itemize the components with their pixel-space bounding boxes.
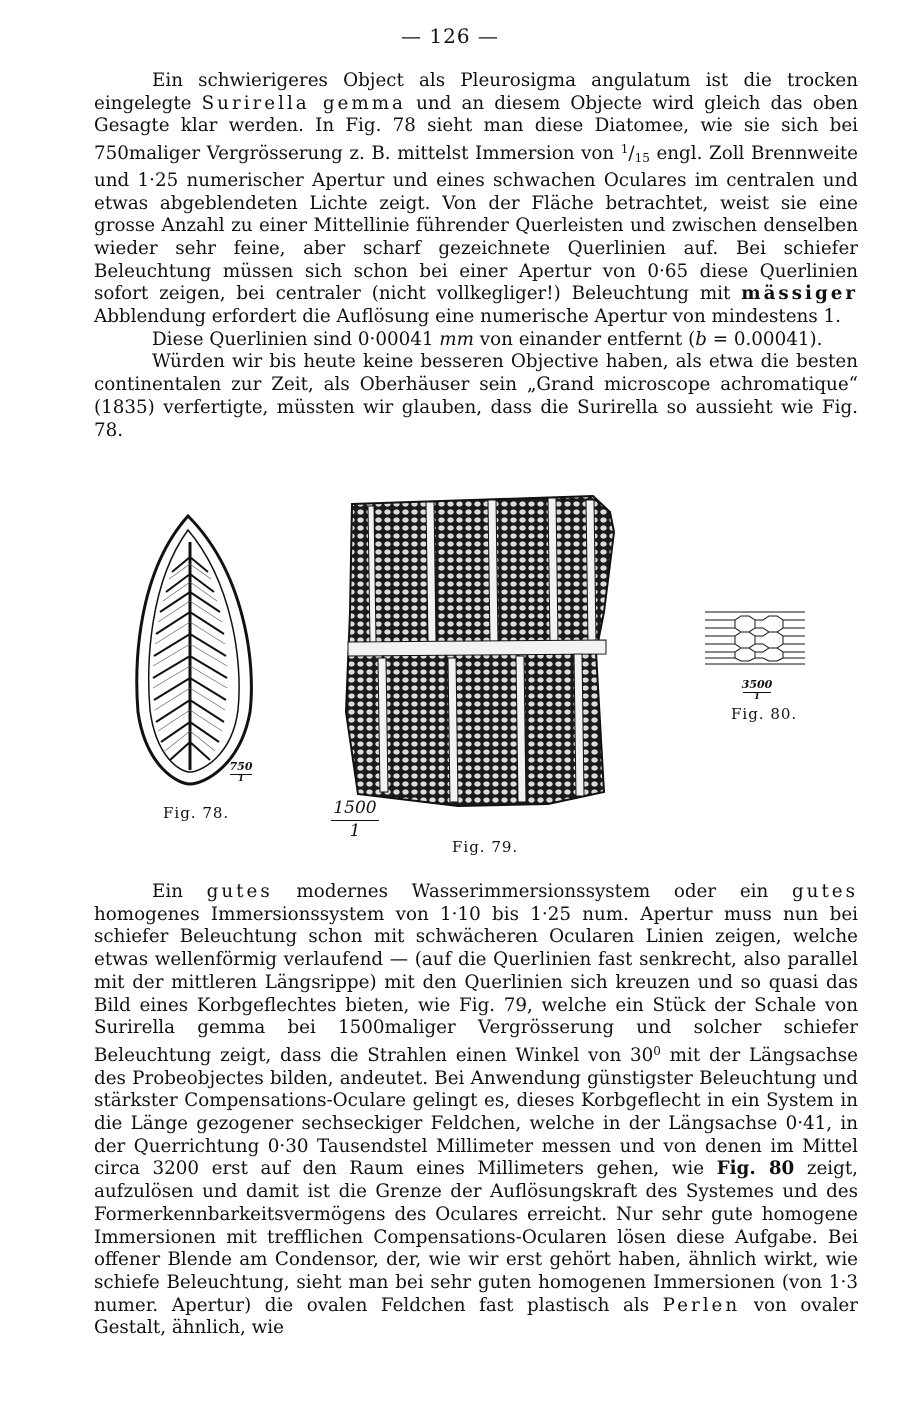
- text-run: mit der Längsachse des Probeobjectes bilden, andeutet. Bei Anwendung günstigster Beleuchtung und stärkster Compensations-Oculare gelingt es, dieses Korbgeflecht in ein System in die Länge gezogener sechseckiger Feldchen, welche in der Längsachse 0·41, in der Querrichtung 0·30 Tausendstel Millimeter messen und von denen im Mittel circa 3200 erst auf den Raum eines Millimeters gehen, wie: [94, 1044, 858, 1180]
- paragraph-2: [94, 329, 858, 352]
- fraction-numerator: 1: [620, 142, 629, 157]
- fig78-scale-num: 750: [229, 760, 253, 773]
- unit: mm: [439, 328, 474, 350]
- spaced-term: gutes: [206, 881, 273, 902]
- text-block-top: [94, 70, 858, 442]
- diatom-outline-outer: [137, 516, 252, 784]
- text-run: = 0.00041).: [706, 328, 823, 350]
- text-run: Ein: [152, 881, 207, 902]
- fig80-scale-den: 1: [753, 692, 761, 702]
- text-run: zeigt, aufzulösen und damit ist die Grenze der Auflösungskraft des Systemes und des Formerkennbarkeitsvermögens des Oculares erreicht. Nur sehr gute homogene Immersionen mit trefflichen Compensations-Ocularen lösen diese Aufgabe. Bei offener Blende am Condensor, der, wie wir erst gehört haben, ähnlich wirkt, wie schiefe Beleuchtung, sieht man bei sehr guten homogenen Immersionen (von 1·3 numer. Apertur) die ovalen Feldchen fast plastisch als: [94, 1158, 858, 1316]
- fig80-scale-num: 3500: [741, 678, 773, 691]
- paragraph-4: [94, 881, 858, 1340]
- fig79-scale-den: 1: [349, 821, 361, 841]
- degree-mark: 0: [653, 1043, 661, 1058]
- text-run: Diese Querlinien sind 0·00041: [152, 328, 440, 350]
- text-run: homogenes Immersionssystem von 1·10 bis 1·25 num. Apertur muss nun bei schiefer Beleuchtung schon mit schwächeren Ocularen Linien zeigen, welche etwas wellenförmig verlaufend — (auf die Querlinien fast senkrecht, also parallel mit der mittleren Längsrippe) mit den Querlinien sich kreuzen und so quasi das Bild eines Korbgeflechtes bieten, wie Fig. 79, welche ein Stück der Schale von Surirella gemma bei 1500maliger Vergrösserung und solcher schiefer Beleuchtung zeigt, dass die Strahlen einen Winkel von 30: [94, 903, 858, 1066]
- text-run: Ein schwierigeres Object als Pleurosigma angulatum ist die trocken eingelegte: [94, 70, 858, 114]
- spaced-term: Perlen: [662, 1294, 741, 1316]
- fig78-scale-den: 1: [237, 774, 245, 784]
- text-run: von ovaler Gestalt, ähnlich, wie: [94, 1294, 858, 1339]
- text-run: Abblendung erfordert die Auflösung eine numerische Apertur von mindestens 1.: [94, 306, 841, 328]
- text-run: und an diesem Objecte wird gleich das oben Gesagte klar werden. In Fig. 78 sieht man diese Diatomee, wie sie sich bei 750maliger Vergrösserung z. B. mittelst Immersion von: [94, 92, 858, 165]
- fig80-scale: [740, 678, 774, 702]
- spaced-term: mässiger: [741, 283, 858, 305]
- hex-grid: [705, 612, 805, 664]
- fig80-caption: Fig. 80.: [731, 705, 798, 723]
- figure-79-shell-fragment: [338, 492, 620, 810]
- page-number: — 126 —: [401, 24, 499, 48]
- text-run: engl. Zoll Brennweite und 1·25 numerischer Apertur und eines schwachen Oculares im centralen und etwas abgeblendeten Lichte zeigt. Von der Fläche betrachtet, weist sie eine grosse Anzahl zu einer Mittellinie führender Querleisten und zwischen denselben wieder sehr feine, aber scharf gezeichnete Querlinien auf. Bei schiefer Beleuchtung müssen sich schon bei einer Apertur von 0·65 diese Querlinien sofort zeigen, bei centraler (nicht vollkegliger!) Beleuchtung mit: [94, 143, 858, 305]
- fig79-caption: Fig. 79.: [452, 838, 519, 856]
- figure-80-hexagonal-cells: [705, 606, 805, 670]
- fig78-caption: Fig. 78.: [163, 804, 230, 822]
- figure-reference: Fig. 80: [716, 1158, 795, 1180]
- fig79-scale-num: 1500: [333, 798, 377, 818]
- text-block-bottom: [94, 881, 858, 1340]
- variable: b: [695, 328, 707, 350]
- figure-78-diatom: [128, 512, 268, 787]
- spaced-term: Surirella gemma: [201, 92, 406, 114]
- paragraph-3: Würden wir bis heute keine besseren Objective haben, als etwa die besten continentalen zur Zeit, als Oberhäuser sein „Grand microscope achromatique“ (1835) verfertigte, müssten wir glauben, dass die Surirella so aussieht wie Fig. 78.: [94, 351, 858, 441]
- fig79-scale: [330, 798, 380, 841]
- fig78-scale: [226, 760, 256, 784]
- spaced-term: gutes: [791, 881, 858, 902]
- fraction-denominator: 15: [634, 151, 650, 166]
- paragraph-1: Ein schwierigeres Object als Pleurosigma angulatum ist die trocken eingelegte Surirella gemma und an diesem Objecte wird gleich das oben Gesagte klar werden. In Fig. 78 sieht man diese Diatomee, wie sie sich bei 750maliger Vergrösserung z. B. mittelst Immersion von $^1/_{15}$ engl. Zoll Brennweite und 1·25 numerischer Apertur und eines schwachen Oculares im centralen und etwas abgeblendeten Lichte zeigt. Von der Fläche betrachtet, weist sie eine grosse Anzahl zu einer Mittellinie führender Querleisten und zwischen denselben wieder sehr feine, aber scharf gezeichnete Querlinien auf. Bei schiefer Beleuchtung müssen sich schon bei einer Apertur von 0·65 diese Querlinien sofort zeigen, bei centraler (nicht vollkegliger!) Beleuchtung mit mässiger Abblendung erfordert die Auflösung eine numerische Apertur von mindestens 1.: [94, 70, 858, 328]
- text-run: modernes Wasserimmersionssystem oder ein: [272, 881, 792, 902]
- text-run: von einander entfernt (: [473, 328, 696, 350]
